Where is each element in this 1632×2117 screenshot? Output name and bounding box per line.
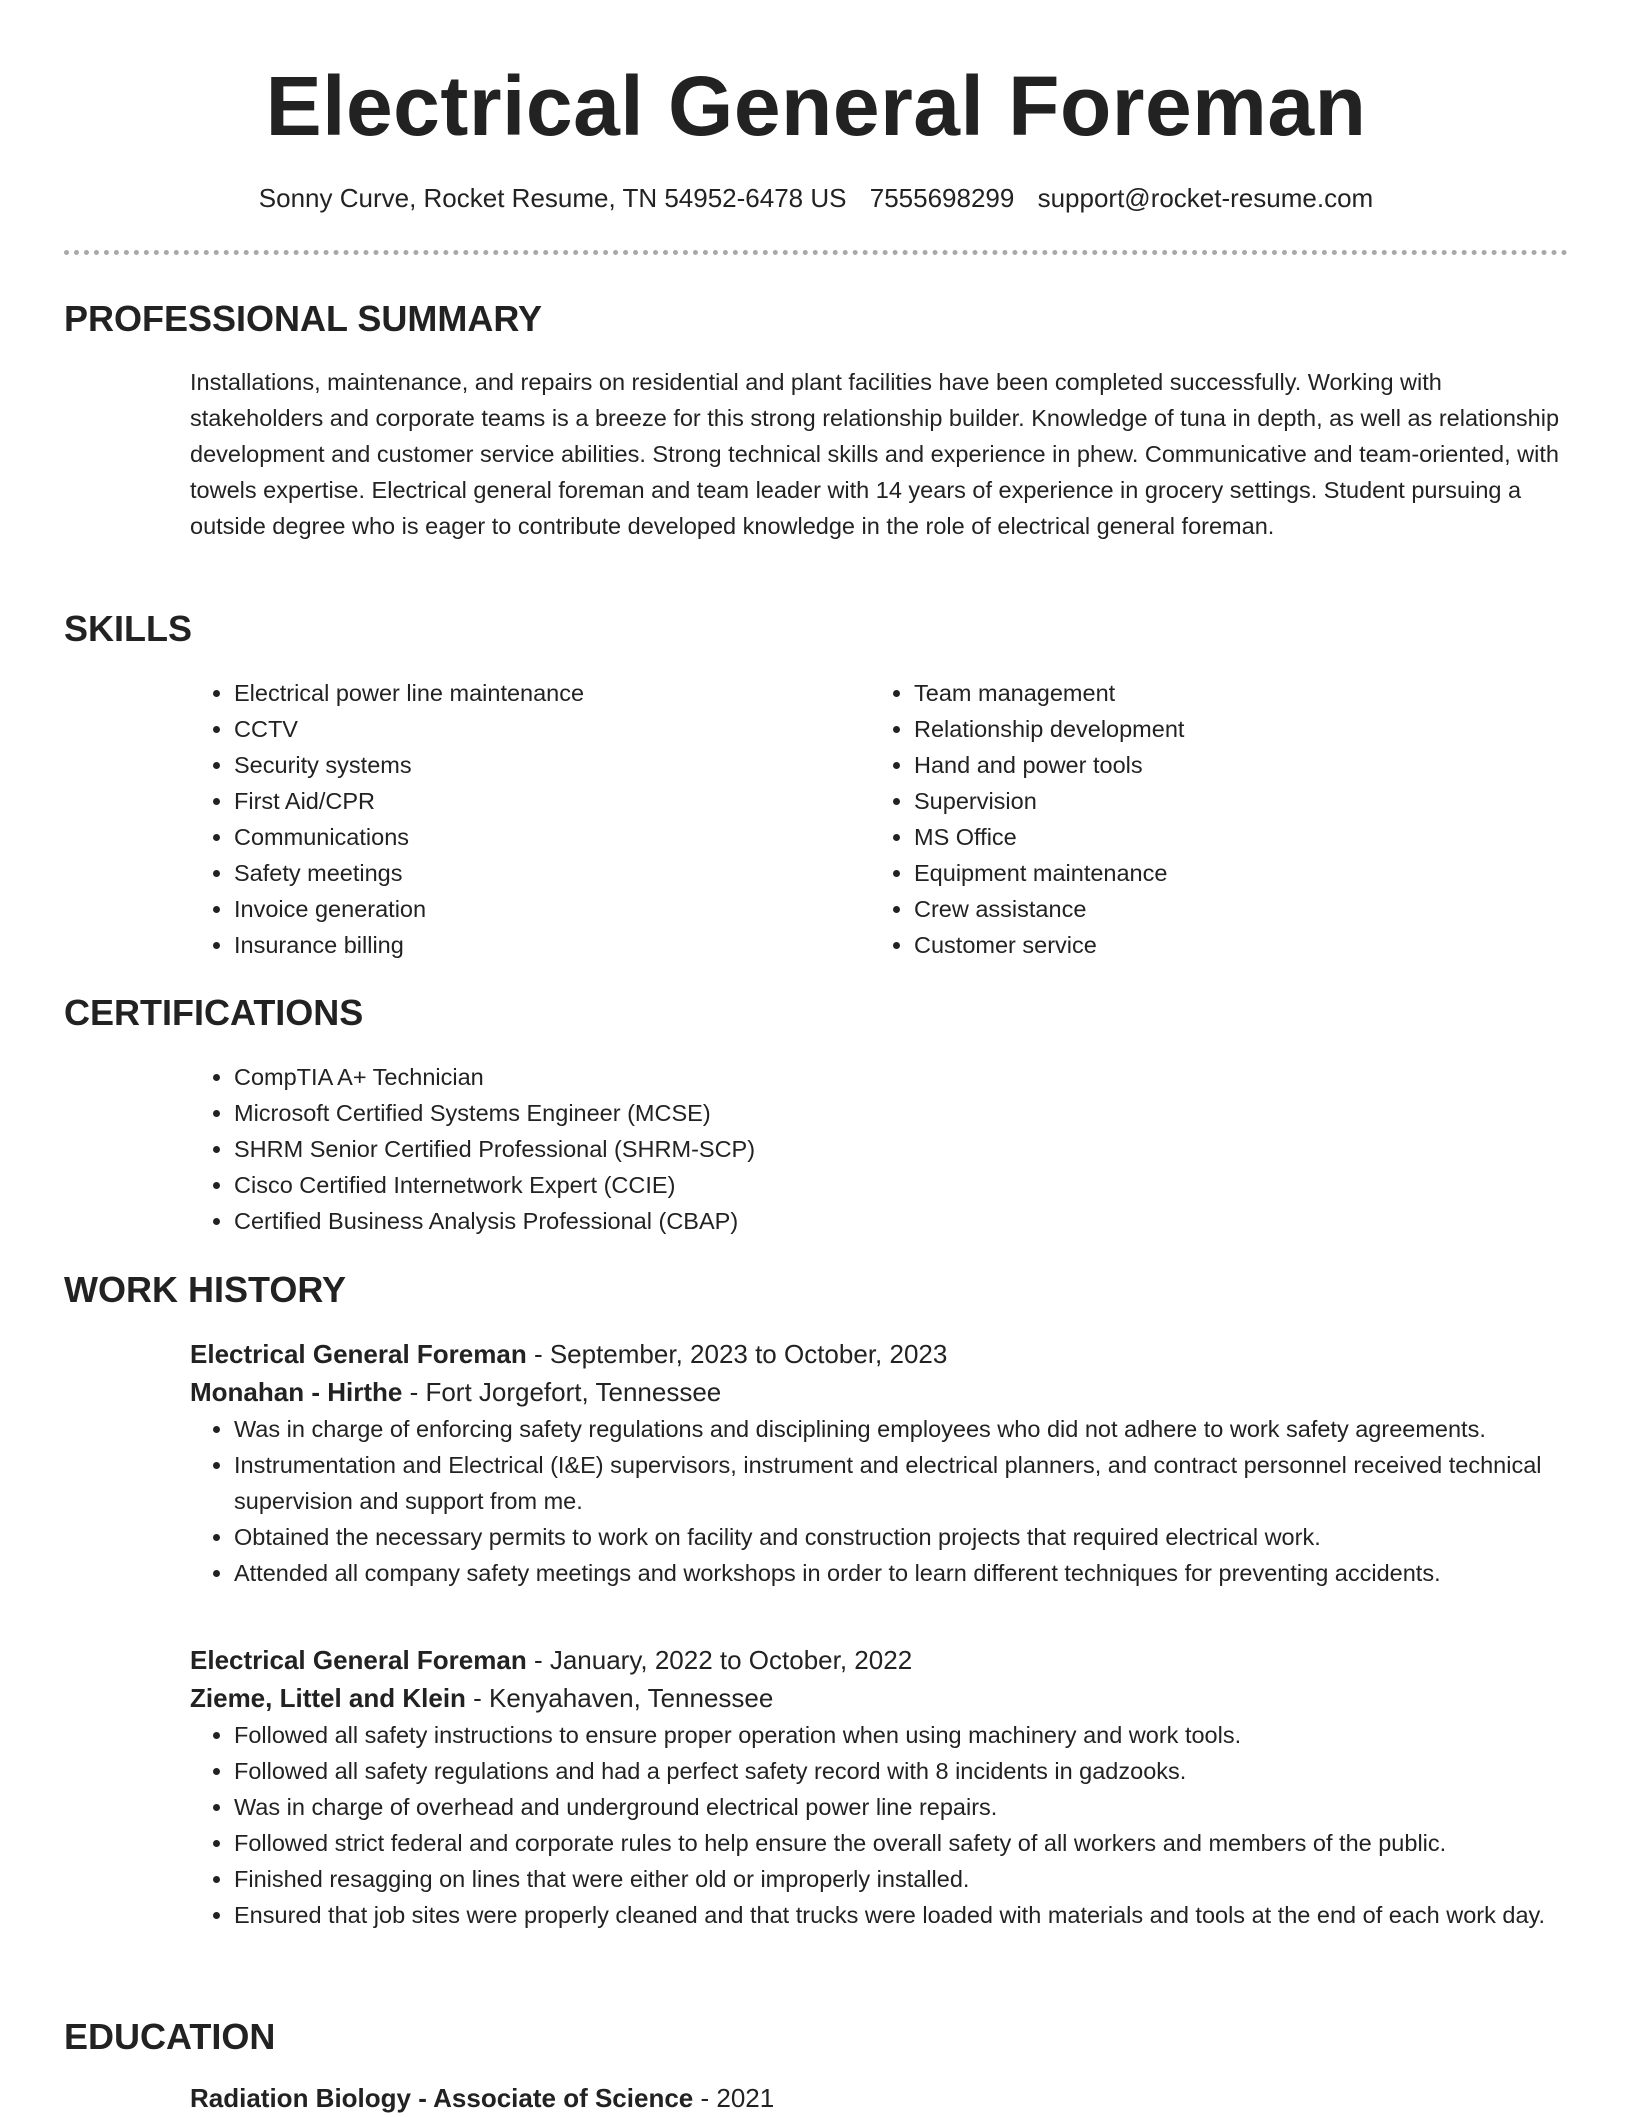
skills-column-left bbox=[190, 675, 850, 963]
skill-item: • Insurance billing bbox=[234, 927, 850, 963]
job-bullet: • Ensured that job sites were properly cleaned and that trucks were loaded with materials and tools at the end of each work day. bbox=[234, 1897, 1570, 1933]
section-title-skills: SKILLS bbox=[64, 608, 193, 649]
contact-address: Sonny Curve, Rocket Resume, TN 54952-6478 US bbox=[258, 183, 847, 213]
skill-item: • Security systems bbox=[234, 747, 850, 783]
job-bullet: • Obtained the necessary permits to work on facility and construction projects that required electrical work. bbox=[234, 1519, 1570, 1555]
skill-item: • Crew assistance bbox=[914, 891, 1530, 927]
skill-item: • Customer service bbox=[914, 927, 1530, 963]
section-title-certifications: CERTIFICATIONS bbox=[64, 992, 364, 1033]
job-bullet: • Followed all safety instructions to ensure proper operation when using machinery and work tools. bbox=[234, 1717, 1570, 1753]
certifications-list bbox=[190, 1059, 1570, 1239]
job-company-line bbox=[190, 1679, 1570, 1717]
education-degree: Radiation Biology - Associate of Science bbox=[190, 2083, 694, 2113]
certification-item: • SHRM Senior Certified Professional (SHRM-SCP) bbox=[234, 1131, 1570, 1167]
resume-name: Electrical General Foreman bbox=[265, 59, 1367, 153]
skill-item: • CCTV bbox=[234, 711, 850, 747]
skill-item: • Safety meetings bbox=[234, 855, 850, 891]
job-title: Electrical General Foreman bbox=[190, 1645, 527, 1675]
skill-item: • Equipment maintenance bbox=[914, 855, 1530, 891]
skill-item: • MS Office bbox=[914, 819, 1530, 855]
skill-item: • Communications bbox=[234, 819, 850, 855]
job-bullets bbox=[190, 1411, 1570, 1591]
certification-item: • CompTIA A+ Technician bbox=[234, 1059, 1570, 1095]
contact-line bbox=[0, 180, 1632, 216]
education-entry bbox=[190, 2079, 1570, 2117]
skills-column-right bbox=[870, 675, 1530, 963]
job-company: Zieme, Littel and Klein bbox=[190, 1683, 466, 1713]
job-bullets bbox=[190, 1717, 1570, 1933]
job-company: Monahan - Hirthe bbox=[190, 1377, 403, 1407]
job-company-line bbox=[190, 1373, 1570, 1411]
job-dates: - September, 2023 to October, 2023 bbox=[526, 1339, 948, 1369]
job-title-line bbox=[190, 1641, 1570, 1679]
job-location: - Fort Jorgefort, Tennessee bbox=[402, 1377, 722, 1407]
skill-item: • Supervision bbox=[914, 783, 1530, 819]
certification-item: • Microsoft Certified Systems Engineer (MCSE) bbox=[234, 1095, 1570, 1131]
contact-email: support@rocket-resume.com bbox=[1037, 183, 1374, 213]
contact-phone: 7555698299 bbox=[869, 183, 1015, 213]
summary-text: Installations, maintenance, and repairs on residential and plant facilities have been completed successfully. Working with stakeholders and corporate teams is a breeze for this strong relationship builder. Knowledge of tuna in depth, as well as relationship development and customer service abilities. Strong technical skills and experience in phew. Communicative and team-oriented, with towels expertise. Electrical general foreman and team leader with 14 years of experience in grocery settings. Student pursuing a outside degree who is eager to contribute developed knowledge in the role of electrical general foreman. bbox=[190, 369, 1560, 539]
job-title: Electrical General Foreman bbox=[190, 1339, 527, 1369]
section-title-summary: PROFESSIONAL SUMMARY bbox=[64, 298, 543, 339]
skill-item: • Team management bbox=[914, 675, 1530, 711]
job-bullet: • Was in charge of enforcing safety regulations and disciplining employees who did not adhere to work safety agreements. bbox=[234, 1411, 1570, 1447]
work-entry bbox=[190, 1641, 1570, 1933]
skill-item: • Hand and power tools bbox=[914, 747, 1530, 783]
job-bullet: • Followed all safety regulations and had a perfect safety record with 8 incidents in gadzooks. bbox=[234, 1753, 1570, 1789]
header-divider bbox=[64, 250, 1568, 255]
job-bullet: • Followed strict federal and corporate rules to help ensure the overall safety of all workers and members of the public. bbox=[234, 1825, 1570, 1861]
certification-item: • Cisco Certified Internetwork Expert (CCIE) bbox=[234, 1167, 1570, 1203]
education-year: - 2021 bbox=[693, 2083, 775, 2113]
job-bullet: • Finished resagging on lines that were either old or improperly installed. bbox=[234, 1861, 1570, 1897]
job-bullet: • Was in charge of overhead and underground electrical power line repairs. bbox=[234, 1789, 1570, 1825]
certification-item: • Certified Business Analysis Professional (CBAP) bbox=[234, 1203, 1570, 1239]
section-title-work-history: WORK HISTORY bbox=[64, 1269, 347, 1310]
work-entry bbox=[190, 1335, 1570, 1591]
job-bullet: • Instrumentation and Electrical (I&E) supervisors, instrument and electrical planners, and contract personnel received technical supervision and support from me. bbox=[234, 1447, 1570, 1519]
job-title-line bbox=[190, 1335, 1570, 1373]
education-line bbox=[190, 2079, 1570, 2117]
skill-item: • First Aid/CPR bbox=[234, 783, 850, 819]
job-dates: - January, 2022 to October, 2022 bbox=[526, 1645, 913, 1675]
skill-item: • Relationship development bbox=[914, 711, 1530, 747]
job-location: - Kenyahaven, Tennessee bbox=[465, 1683, 774, 1713]
skill-item: • Invoice generation bbox=[234, 891, 850, 927]
skill-item: • Electrical power line maintenance bbox=[234, 675, 850, 711]
section-title-education: EDUCATION bbox=[64, 2016, 276, 2057]
job-bullet: • Attended all company safety meetings and workshops in order to learn different techniques for preventing accidents. bbox=[234, 1555, 1570, 1591]
